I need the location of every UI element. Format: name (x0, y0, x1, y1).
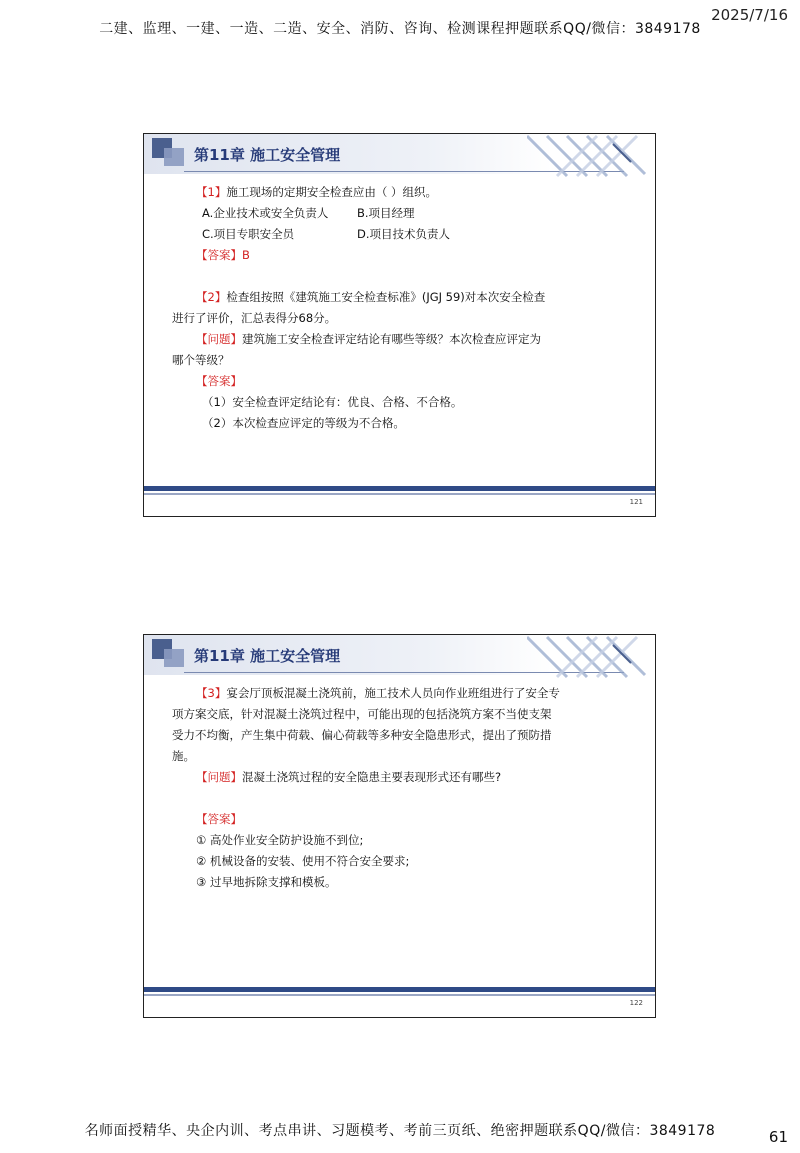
footer-bar-thin (144, 493, 655, 495)
q2-answer-tag: 【答案】 (196, 374, 242, 388)
q2-question-line2: 哪个等级？ (172, 353, 230, 367)
q3-text-line2: 项方案交底，针对混凝土浇筑过程中，可能出现的包括浇筑方案不当使支架 (172, 707, 552, 721)
q3-answer-3: ③ 过早地拆除支撑和模板。 (196, 875, 337, 889)
title-square-icon-secondary (164, 148, 184, 166)
q2-answer-2: （2）本次检查应评定的等级为不合格。 (202, 416, 405, 430)
q3-answer-1: ① 高处作业安全防护设施不到位; (196, 833, 364, 847)
q1-option-b: B.项目经理 (357, 206, 415, 220)
q1-answer-tag: 【答案】 (196, 248, 242, 262)
slide-number: 122 (629, 999, 643, 1007)
footer-banner: 名师面授精华、央企内训、考点串讲、习题模考、考前三页纸、绝密押题联系QQ/微信：3849178 (84, 1123, 716, 1139)
footer-bar (144, 486, 655, 491)
footer-bar-thin (144, 994, 655, 996)
q2-question-line1: 建筑施工安全检查评定结论有哪些等级？本次检查应评定为 (242, 332, 541, 346)
q1-text: 施工现场的定期安全检查应由（ ）组织。 (226, 185, 437, 199)
q3-answer-tag: 【答案】 (196, 812, 242, 826)
print-date: 2025/7/16 (711, 6, 788, 24)
title-square-icon-secondary (164, 649, 184, 667)
q3-text-line1: 宴会厅顶板混凝土浇筑前，施工技术人员向作业班组进行了安全专 (226, 686, 560, 700)
slide-title: 第11章 施工安全管理 (194, 146, 341, 164)
corner-lattice-icon (527, 635, 647, 679)
slide-121 (143, 133, 656, 517)
q2-text-line2: 进行了评价，汇总表得分68分。 (172, 311, 337, 325)
q2-question-tag: 【问题】 (196, 332, 242, 346)
footer-bar (144, 987, 655, 992)
q3-answer-2: ② 机械设备的安装、使用不符合安全要求; (196, 854, 410, 868)
slide-number: 121 (629, 498, 643, 506)
header-banner: 二建、监理、一建、一造、二造、安全、消防、咨询、检测课程押题联系QQ/微信：3849178 (99, 21, 701, 37)
q1-option-d: D.项目技术负责人 (357, 227, 451, 241)
slide-122 (143, 634, 656, 1018)
q3-question: 混凝土浇筑过程的安全隐患主要表现形式还有哪些? (242, 770, 502, 784)
q3-question-tag: 【问题】 (196, 770, 242, 784)
q2-text-line1: 检查组按照《建筑施工安全检查标准》(JGJ 59)对本次安全检查 (226, 290, 546, 304)
q3-text-line4: 施。 (172, 749, 195, 763)
q3-tag: 【3】 (196, 686, 227, 700)
q1-tag: 【1】 (196, 185, 227, 199)
q1-option-c: C.项目专职安全员 (202, 227, 295, 241)
q2-tag: 【2】 (196, 290, 227, 304)
q3-text-line3: 受力不均衡，产生集中荷载、偏心荷载等多种安全隐患形式，提出了预防措 (172, 728, 552, 742)
corner-lattice-icon (527, 134, 647, 178)
q1-option-a: A.企业技术或安全负责人 (202, 206, 329, 220)
q1-answer: B (242, 248, 250, 262)
q2-answer-1: （1）安全检查评定结论有：优良、合格、不合格。 (202, 395, 463, 409)
slide-title: 第11章 施工安全管理 (194, 647, 341, 665)
page-number: 61 (768, 1128, 788, 1146)
